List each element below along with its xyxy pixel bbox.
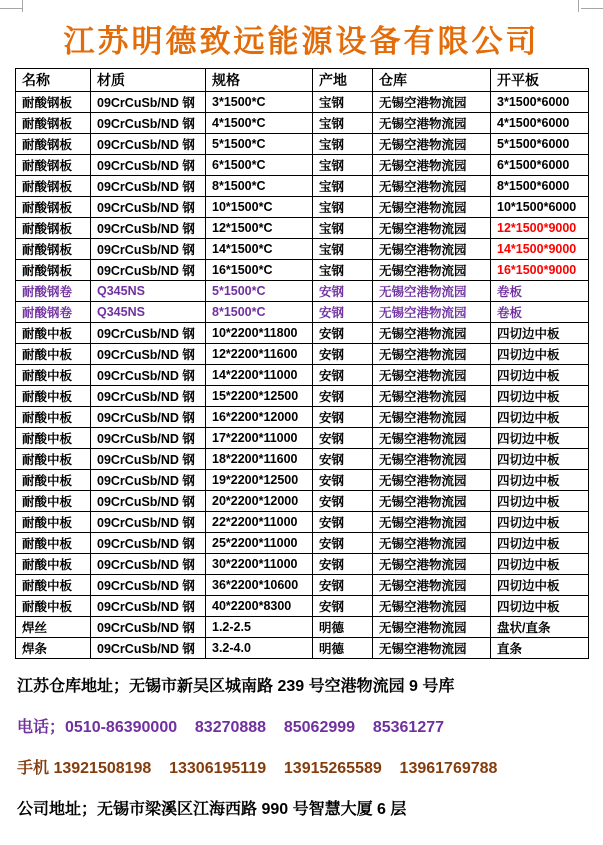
cell-origin: 安钢: [313, 554, 373, 575]
stock-table-head: [16, 69, 589, 92]
cell-material: 09CrCuSb/ND 钢: [91, 470, 206, 491]
cell-material: 09CrCuSb/ND 钢: [91, 176, 206, 197]
stock-table: [15, 68, 589, 659]
cell-warehouse: 无锡空港物流园: [373, 407, 491, 428]
cell-material: 09CrCuSb/ND 钢: [91, 491, 206, 512]
table-row: [16, 155, 589, 176]
cell-warehouse: 无锡空港物流园: [373, 155, 491, 176]
table-row: [16, 260, 589, 281]
cell-warehouse: 无锡空港物流园: [373, 92, 491, 113]
cell-product: 四切边中板: [491, 365, 589, 386]
cell-spec: 17*2200*11000: [206, 428, 313, 449]
cell-spec: 6*1500*C: [206, 155, 313, 176]
cell-product: 8*1500*6000: [491, 176, 589, 197]
cell-material: 09CrCuSb/ND 钢: [91, 638, 206, 659]
cell-product: 四切边中板: [491, 533, 589, 554]
cell-origin: 安钢: [313, 428, 373, 449]
cell-product: 四切边中板: [491, 554, 589, 575]
cell-name: 耐酸钢卷: [16, 302, 91, 323]
cell-warehouse: 无锡空港物流园: [373, 449, 491, 470]
cell-spec: 4*1500*C: [206, 113, 313, 134]
table-row: [16, 197, 589, 218]
table-row: [16, 617, 589, 638]
cell-warehouse: 无锡空港物流园: [373, 323, 491, 344]
cell-material: 09CrCuSb/ND 钢: [91, 386, 206, 407]
cell-product: 四切边中板: [491, 449, 589, 470]
cell-name: 耐酸钢板: [16, 176, 91, 197]
cell-origin: 宝钢: [313, 113, 373, 134]
cell-origin: 宝钢: [313, 176, 373, 197]
cell-spec: 5*1500*C: [206, 281, 313, 302]
cell-origin: 安钢: [313, 407, 373, 428]
column-header: 材质: [91, 69, 206, 92]
table-row: [16, 386, 589, 407]
cell-warehouse: 无锡空港物流园: [373, 512, 491, 533]
cell-spec: 8*1500*C: [206, 176, 313, 197]
warehouse-address: 江苏仓库地址；无锡市新吴区城南路 239 号空港物流园 9 号库: [17, 678, 455, 695]
cell-material: 09CrCuSb/ND 钢: [91, 449, 206, 470]
cell-name: 耐酸钢板: [16, 134, 91, 155]
cell-product: 盘状/直条: [491, 617, 589, 638]
cell-material: 09CrCuSb/ND 钢: [91, 428, 206, 449]
cell-origin: 明德: [313, 638, 373, 659]
cell-product: 3*1500*6000: [491, 92, 589, 113]
crop-mark-top-left: [22, 0, 23, 12]
company-title: 江苏明德致远能源设备有限公司: [63, 24, 540, 59]
cell-warehouse: 无锡空港物流园: [373, 134, 491, 155]
cell-name: 耐酸钢板: [16, 260, 91, 281]
cell-spec: 30*2200*11000: [206, 554, 313, 575]
cell-name: 焊丝: [16, 617, 91, 638]
table-row: [16, 134, 589, 155]
cell-name: 耐酸钢卷: [16, 281, 91, 302]
column-header: 仓库: [373, 69, 491, 92]
mobile-line: 手机 13921508198 13306195119 13915265589 13961769788: [17, 760, 498, 777]
table-row: [16, 554, 589, 575]
table-row: [16, 512, 589, 533]
cell-warehouse: 无锡空港物流园: [373, 197, 491, 218]
cell-material: 09CrCuSb/ND 钢: [91, 323, 206, 344]
cell-product: 四切边中板: [491, 428, 589, 449]
cell-name: 耐酸中板: [16, 575, 91, 596]
cell-material: 09CrCuSb/ND 钢: [91, 512, 206, 533]
cell-material: 09CrCuSb/ND 钢: [91, 575, 206, 596]
cell-warehouse: 无锡空港物流园: [373, 617, 491, 638]
cell-name: 耐酸中板: [16, 407, 91, 428]
cell-product: 四切边中板: [491, 470, 589, 491]
cell-origin: 宝钢: [313, 92, 373, 113]
column-header: 产地: [313, 69, 373, 92]
contact-footer: [17, 678, 587, 842]
cell-material: Q345NS: [91, 302, 206, 323]
cell-product: 四切边中板: [491, 323, 589, 344]
table-row: [16, 323, 589, 344]
cell-name: 耐酸钢板: [16, 218, 91, 239]
cell-origin: 安钢: [313, 533, 373, 554]
cell-warehouse: 无锡空港物流园: [373, 491, 491, 512]
cell-spec: 10*2200*11800: [206, 323, 313, 344]
cell-origin: 安钢: [313, 323, 373, 344]
cell-spec: 15*2200*12500: [206, 386, 313, 407]
cell-origin: 宝钢: [313, 260, 373, 281]
cell-material: 09CrCuSb/ND 钢: [91, 554, 206, 575]
table-header-row: [16, 69, 589, 92]
cell-material: 09CrCuSb/ND 钢: [91, 344, 206, 365]
cell-product: 四切边中板: [491, 512, 589, 533]
cell-warehouse: 无锡空港物流园: [373, 260, 491, 281]
stock-table-body: [16, 92, 589, 659]
cell-warehouse: 无锡空港物流园: [373, 176, 491, 197]
cell-product: 16*1500*9000: [491, 260, 589, 281]
table-row: [16, 239, 589, 260]
column-header: 名称: [16, 69, 91, 92]
table-row: [16, 281, 589, 302]
cell-warehouse: 无锡空港物流园: [373, 344, 491, 365]
table-row: [16, 302, 589, 323]
cell-origin: 安钢: [313, 470, 373, 491]
cell-name: 耐酸中板: [16, 470, 91, 491]
cell-spec: 12*1500*C: [206, 218, 313, 239]
cell-product: 直条: [491, 638, 589, 659]
cell-spec: 5*1500*C: [206, 134, 313, 155]
table-row: [16, 344, 589, 365]
cell-origin: 安钢: [313, 449, 373, 470]
cell-warehouse: 无锡空港物流园: [373, 386, 491, 407]
cell-origin: 宝钢: [313, 197, 373, 218]
cell-material: 09CrCuSb/ND 钢: [91, 92, 206, 113]
cell-name: 耐酸中板: [16, 449, 91, 470]
cell-origin: 安钢: [313, 302, 373, 323]
cell-spec: 3.2-4.0: [206, 638, 313, 659]
cell-name: 耐酸中板: [16, 554, 91, 575]
cell-origin: 宝钢: [313, 239, 373, 260]
cell-material: 09CrCuSb/ND 钢: [91, 365, 206, 386]
cell-spec: 40*2200*8300: [206, 596, 313, 617]
cell-product: 4*1500*6000: [491, 113, 589, 134]
cell-spec: 18*2200*11600: [206, 449, 313, 470]
cell-origin: 安钢: [313, 386, 373, 407]
cell-warehouse: 无锡空港物流园: [373, 554, 491, 575]
cell-material: 09CrCuSb/ND 钢: [91, 134, 206, 155]
cell-spec: 3*1500*C: [206, 92, 313, 113]
table-row: [16, 365, 589, 386]
cell-name: 耐酸中板: [16, 512, 91, 533]
cell-spec: 14*2200*11000: [206, 365, 313, 386]
cell-origin: 宝钢: [313, 218, 373, 239]
cell-material: 09CrCuSb/ND 钢: [91, 239, 206, 260]
table-row: [16, 428, 589, 449]
cell-product: 6*1500*6000: [491, 155, 589, 176]
cell-product: 四切边中板: [491, 407, 589, 428]
table-row: [16, 596, 589, 617]
cell-product: 5*1500*6000: [491, 134, 589, 155]
cell-product: 四切边中板: [491, 491, 589, 512]
cell-warehouse: 无锡空港物流园: [373, 302, 491, 323]
cell-spec: 36*2200*10600: [206, 575, 313, 596]
cell-product: 12*1500*9000: [491, 218, 589, 239]
cell-product: 四切边中板: [491, 575, 589, 596]
cell-name: 耐酸中板: [16, 491, 91, 512]
cell-warehouse: 无锡空港物流园: [373, 239, 491, 260]
cell-warehouse: 无锡空港物流园: [373, 428, 491, 449]
cell-warehouse: 无锡空港物流园: [373, 113, 491, 134]
table-row: [16, 113, 589, 134]
cell-product: 卷板: [491, 302, 589, 323]
cell-spec: 22*2200*11000: [206, 512, 313, 533]
cell-spec: 1.2-2.5: [206, 617, 313, 638]
cell-name: 耐酸中板: [16, 533, 91, 554]
cell-name: 焊条: [16, 638, 91, 659]
cell-spec: 19*2200*12500: [206, 470, 313, 491]
cell-name: 耐酸中板: [16, 344, 91, 365]
table-row: [16, 470, 589, 491]
crop-mark-top-right: [578, 0, 579, 12]
cell-material: 09CrCuSb/ND 钢: [91, 533, 206, 554]
cell-origin: 安钢: [313, 575, 373, 596]
cell-material: 09CrCuSb/ND 钢: [91, 617, 206, 638]
cell-origin: 安钢: [313, 512, 373, 533]
cell-spec: 16*1500*C: [206, 260, 313, 281]
table-row: [16, 533, 589, 554]
cell-material: 09CrCuSb/ND 钢: [91, 407, 206, 428]
table-row: [16, 449, 589, 470]
cell-origin: 安钢: [313, 365, 373, 386]
cell-product: 四切边中板: [491, 386, 589, 407]
cell-name: 耐酸钢板: [16, 92, 91, 113]
cell-name: 耐酸中板: [16, 365, 91, 386]
company-address: 公司地址；无锡市梁溪区江海西路 990 号智慧大厦 6 层: [17, 801, 407, 818]
table-row: [16, 638, 589, 659]
cell-name: 耐酸中板: [16, 428, 91, 449]
cell-warehouse: 无锡空港物流园: [373, 638, 491, 659]
cell-material: 09CrCuSb/ND 钢: [91, 113, 206, 134]
cell-name: 耐酸中板: [16, 596, 91, 617]
cell-product: 卷板: [491, 281, 589, 302]
cell-spec: 10*1500*C: [206, 197, 313, 218]
cell-warehouse: 无锡空港物流园: [373, 365, 491, 386]
column-header: 规格: [206, 69, 313, 92]
cell-origin: 宝钢: [313, 155, 373, 176]
cell-warehouse: 无锡空港物流园: [373, 575, 491, 596]
table-row: [16, 491, 589, 512]
cell-origin: 明德: [313, 617, 373, 638]
cell-name: 耐酸钢板: [16, 155, 91, 176]
cell-spec: 25*2200*11000: [206, 533, 313, 554]
cell-material: 09CrCuSb/ND 钢: [91, 218, 206, 239]
cell-product: 四切边中板: [491, 344, 589, 365]
cell-warehouse: 无锡空港物流园: [373, 596, 491, 617]
table-row: [16, 218, 589, 239]
table-row: [16, 176, 589, 197]
table-row: [16, 92, 589, 113]
table-row: [16, 407, 589, 428]
cell-origin: 安钢: [313, 491, 373, 512]
column-header: 开平板: [491, 69, 589, 92]
cell-warehouse: 无锡空港物流园: [373, 470, 491, 491]
crop-mark-top-left: [0, 8, 22, 9]
crop-mark-top-right: [581, 8, 603, 9]
table-row: [16, 575, 589, 596]
cell-product: 四切边中板: [491, 596, 589, 617]
cell-spec: 20*2200*12000: [206, 491, 313, 512]
cell-spec: 8*1500*C: [206, 302, 313, 323]
cell-name: 耐酸中板: [16, 386, 91, 407]
phone-line: 电话；0510-86390000 83270888 85062999 85361277: [17, 719, 445, 736]
cell-warehouse: 无锡空港物流园: [373, 533, 491, 554]
cell-warehouse: 无锡空港物流园: [373, 281, 491, 302]
cell-name: 耐酸钢板: [16, 197, 91, 218]
cell-origin: 安钢: [313, 281, 373, 302]
cell-material: Q345NS: [91, 281, 206, 302]
cell-product: 14*1500*9000: [491, 239, 589, 260]
cell-spec: 16*2200*12000: [206, 407, 313, 428]
cell-warehouse: 无锡空港物流园: [373, 218, 491, 239]
cell-material: 09CrCuSb/ND 钢: [91, 197, 206, 218]
cell-name: 耐酸钢板: [16, 113, 91, 134]
cell-material: 09CrCuSb/ND 钢: [91, 596, 206, 617]
cell-spec: 14*1500*C: [206, 239, 313, 260]
cell-name: 耐酸钢板: [16, 239, 91, 260]
cell-origin: 安钢: [313, 596, 373, 617]
cell-product: 10*1500*6000: [491, 197, 589, 218]
cell-spec: 12*2200*11600: [206, 344, 313, 365]
cell-material: 09CrCuSb/ND 钢: [91, 260, 206, 281]
cell-name: 耐酸中板: [16, 323, 91, 344]
cell-material: 09CrCuSb/ND 钢: [91, 155, 206, 176]
cell-origin: 宝钢: [313, 134, 373, 155]
cell-origin: 安钢: [313, 344, 373, 365]
